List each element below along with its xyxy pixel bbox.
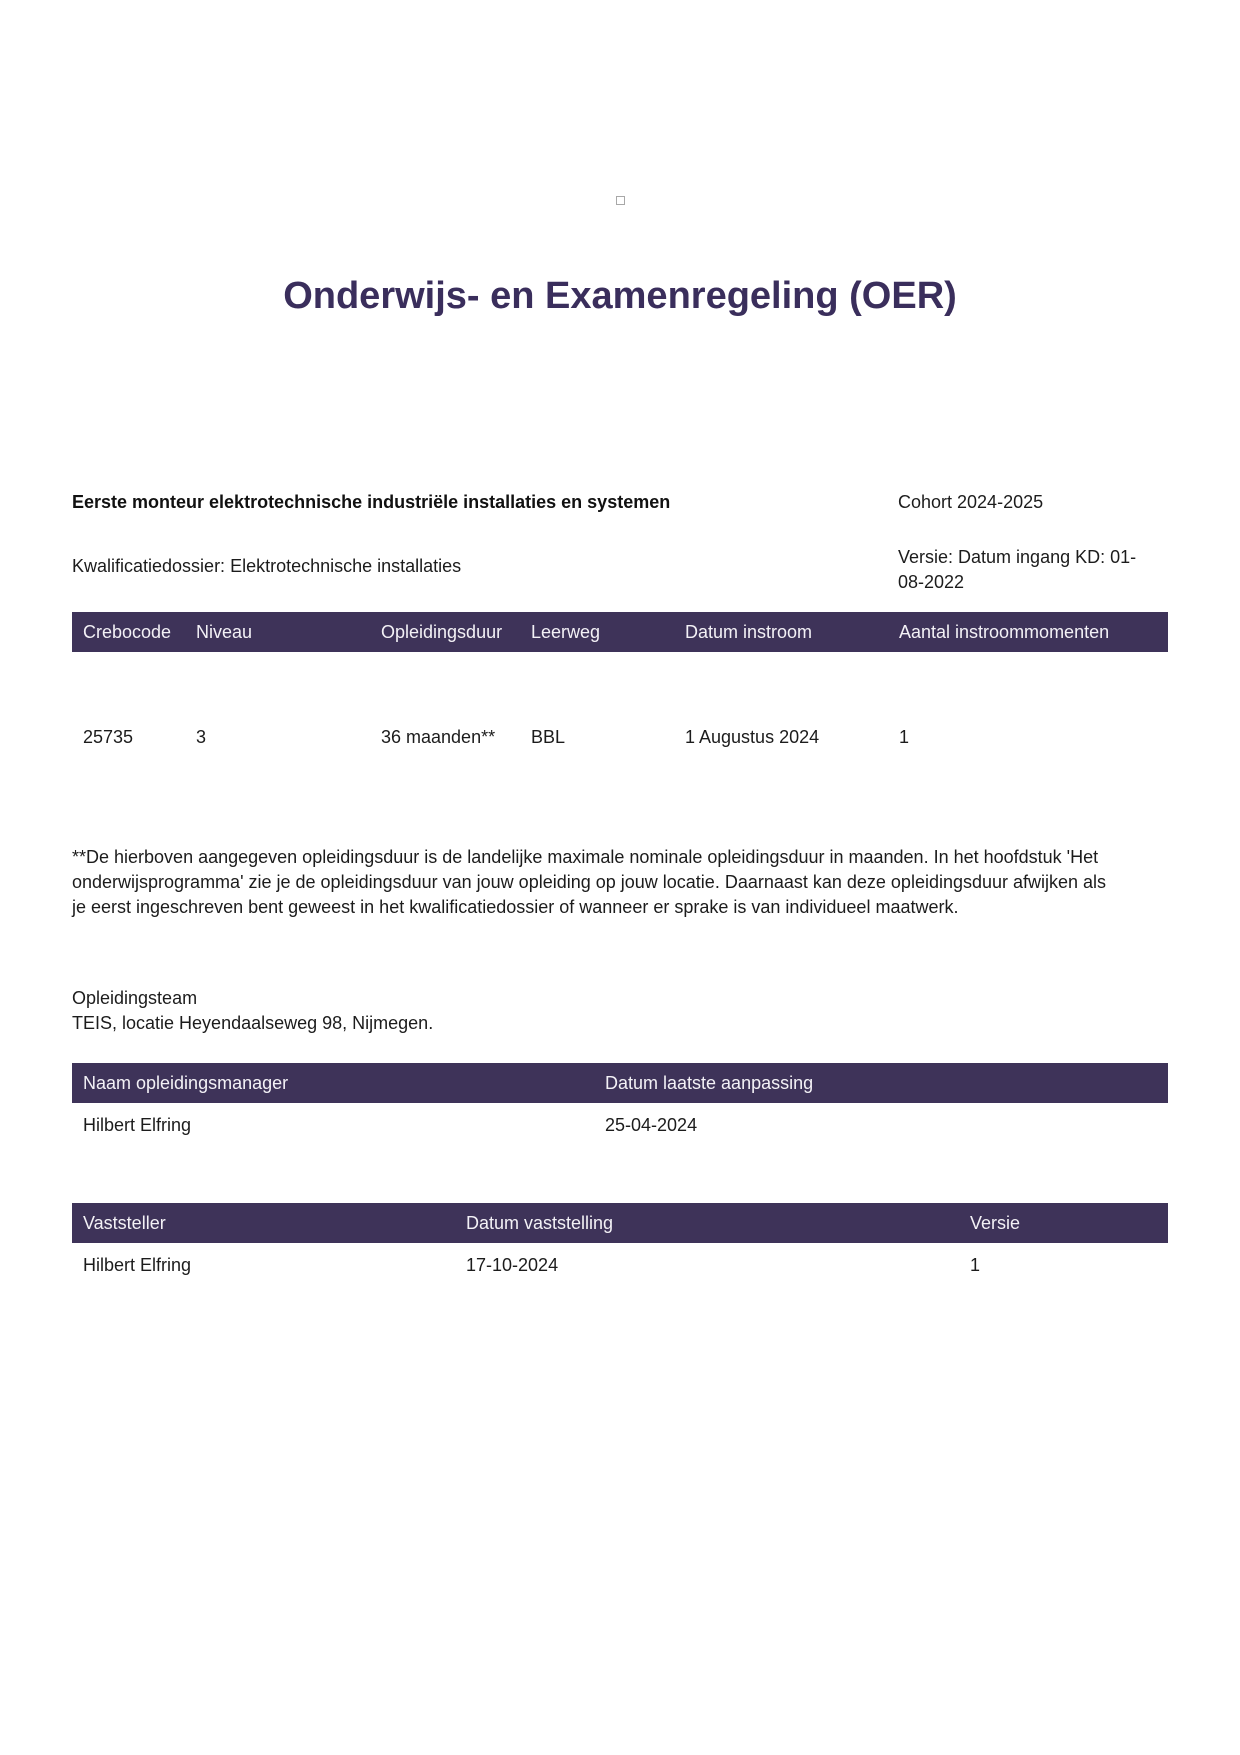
- col-header-niveau: Niveau: [185, 612, 370, 652]
- col-header-vaststeller: Vaststeller: [72, 1203, 455, 1243]
- cell-vaststelling-datum: 17-10-2024: [466, 1254, 559, 1275]
- manager-table-row: [72, 1103, 1168, 1147]
- page-title: Onderwijs- en Examenregeling (OER): [283, 275, 957, 318]
- program-name: Eerste monteur elektrotechnische industriële installaties en systemen: [72, 492, 671, 512]
- col-header-crebocode: Crebocode: [72, 612, 185, 652]
- approval-table-row: [72, 1243, 1168, 1287]
- col-header-datum-instroom: Datum instroom: [674, 612, 888, 652]
- duration-footnote: **De hierboven aangegeven opleidingsduur is de landelijke maximale nominale opleidingsduur in maanden. In het hoofdstuk 'Het onderwijsprogramma' zie je de opleidingsduur van jouw opleiding op jouw locatie. Daarnaast kan deze opleidingsduur afwijken als je eerst ingeschreven bent geweest in het kwalificatiedossier of wanneer er sprake is van individueel maatwerk.: [72, 847, 1107, 917]
- cell-datum-instroom: 1 Augustus 2024: [685, 726, 820, 747]
- col-header-leerweg: Leerweg: [520, 612, 674, 652]
- cell-opleidingsmanager-naam: Hilbert Elfring: [83, 1114, 192, 1135]
- qualification-dossier: Kwalificatiedossier: Elektrotechnische installaties: [72, 556, 462, 576]
- col-header-datum-laatste-aanpassing: Datum laatste aanpassing: [594, 1063, 1168, 1103]
- opleidingsteam-block: [72, 986, 972, 1036]
- program-table-header-row: [72, 612, 1168, 652]
- manager-table-header-row: [72, 1063, 1168, 1103]
- program-table: [72, 612, 1168, 822]
- cell-leerweg: BBL: [531, 726, 566, 747]
- manager-table: [72, 1063, 1168, 1147]
- cell-crebocode: 25735: [83, 726, 134, 747]
- cell-versie: 1: [970, 1254, 981, 1275]
- cell-opleidingsduur: 36 maanden**: [381, 726, 496, 747]
- version-kd-label: Versie: Datum ingang KD: 01-08-2022: [898, 547, 1137, 592]
- col-header-aantal-instroommomenten: Aantal instroommomenten: [888, 612, 1168, 652]
- col-header-opleidingsduur: Opleidingsduur: [370, 612, 520, 652]
- cell-niveau: 3: [196, 726, 207, 747]
- col-header-versie: Versie: [959, 1203, 1168, 1243]
- cell-laatste-aanpassing-datum: 25-04-2024: [605, 1114, 698, 1135]
- col-header-naam-opleidingsmanager: Naam opleidingsmanager: [72, 1063, 594, 1103]
- opleidingsteam-label: Opleidingsteam: [72, 988, 198, 1008]
- missing-glyph-icon: [616, 196, 625, 205]
- cohort-label: Cohort 2024-2025: [898, 492, 1044, 512]
- cell-aantal-instroommomenten: 1: [899, 726, 910, 747]
- approval-table: [72, 1203, 1168, 1287]
- opleidingsteam-location: TEIS, locatie Heyendaalseweg 98, Nijmegen.: [72, 1013, 434, 1033]
- col-header-datum-vaststelling: Datum vaststelling: [455, 1203, 959, 1243]
- cell-vaststeller-naam: Hilbert Elfring: [83, 1254, 192, 1275]
- approval-table-header-row: [72, 1203, 1168, 1243]
- program-table-row: [72, 652, 1168, 822]
